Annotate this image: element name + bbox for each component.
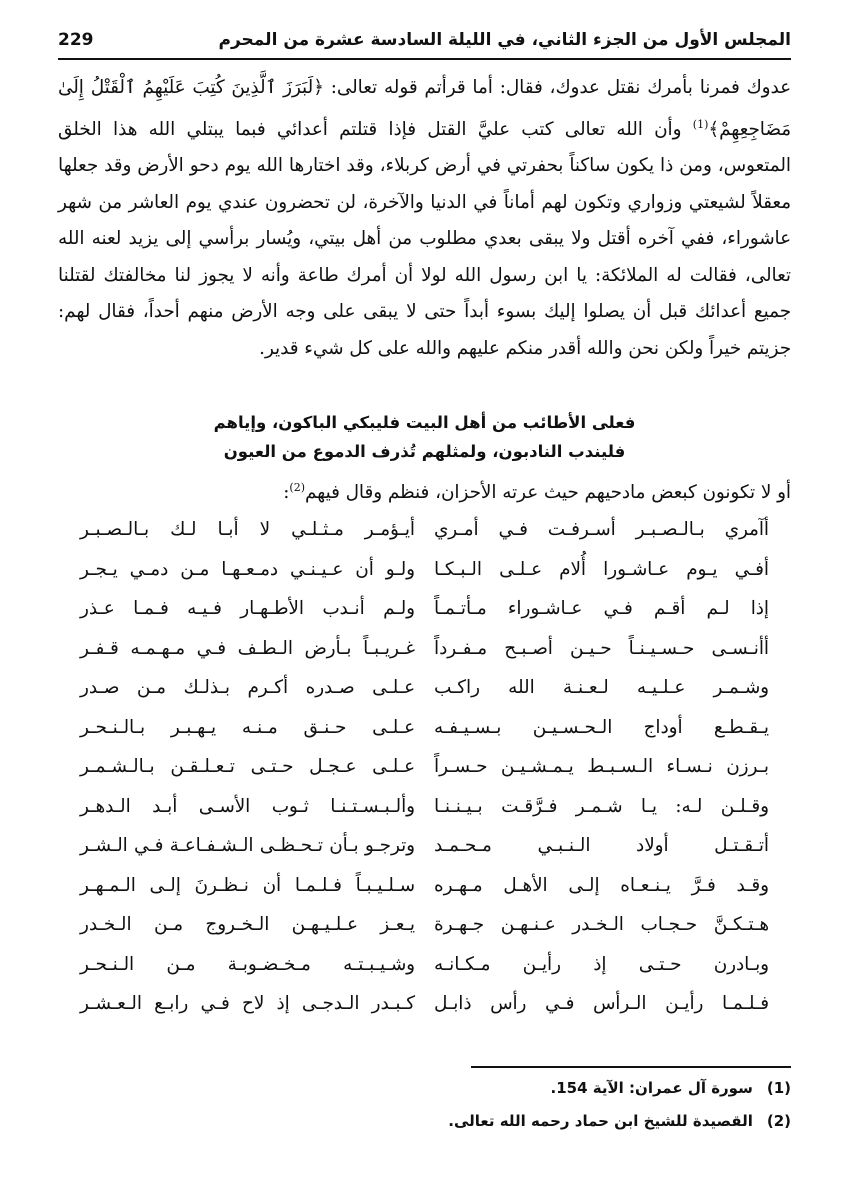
poem-verse bbox=[58, 826, 791, 866]
verse-second-hemistich: وترجـو بـأن تـحـظـى الـشـفـاعـة فـي الـشـر bbox=[80, 835, 415, 856]
poem-intro bbox=[58, 470, 791, 511]
verse-second-hemistich: كـبـدر الـدجـى إذ لاح فـي رابـع الـعـشـر bbox=[80, 993, 415, 1014]
footnote-ref-1[interactable]: (1) bbox=[692, 117, 709, 131]
footnote-number: (1) bbox=[766, 1079, 791, 1097]
footnote-ref-2[interactable]: (2) bbox=[289, 481, 305, 494]
poem-verse bbox=[58, 629, 791, 669]
poem-verse bbox=[58, 866, 791, 906]
verse-second-hemistich: سـلـيـبـاً فـلـمـا أن نـظـرنَ إلـى الـمـهـر bbox=[80, 874, 415, 896]
header-rule bbox=[58, 58, 791, 60]
footnote-1 bbox=[58, 1072, 791, 1105]
poem-verse bbox=[58, 550, 791, 590]
prose-paragraph bbox=[58, 70, 791, 367]
prose-block bbox=[58, 70, 791, 367]
poem-intro-colon: : bbox=[283, 482, 290, 504]
verse-first-hemistich: أفـي يـوم عـاشـورا أُلام عـلـى الـبـكـا bbox=[434, 558, 769, 580]
verse-first-hemistich: بـرزن نـسـاء الـسـبـط يـمـشـيـن حـسـراً bbox=[434, 756, 769, 777]
distich-line-1: فعلى الأطائب من أهل البيت فليبكي الباكون، وإياهم bbox=[213, 413, 636, 432]
verse-first-hemistich: أتـقـتـل أولاد الـنـبـي مـحـمـد bbox=[434, 835, 769, 856]
verse-second-hemistich: وشـيـبـتـه مـخـضـوبـة مـن الـنـحـر bbox=[80, 953, 415, 975]
poem-verse bbox=[58, 984, 791, 1024]
poem bbox=[58, 510, 791, 1024]
verse-second-hemistich: غـريـبـاً بـأرض الـطـف فـي مـهـمـه قـفـر bbox=[80, 637, 415, 659]
verse-first-hemistich: أآمري بـالـصـبـر أسـرفـت فـي أمـري bbox=[434, 519, 769, 540]
verse-second-hemistich: عـلـى حـنـق مـنـه يـهـبـر بـالـنـحـر bbox=[80, 716, 415, 738]
running-header bbox=[58, 26, 791, 60]
footnote-text: القصيدة للشيخ ابن حماد رحمه الله تعالى. bbox=[448, 1112, 753, 1130]
poem-verse bbox=[58, 668, 791, 708]
header-title: المجلس الأول من الجزء الثاني، في الليلة السادسة عشرة من المحرم bbox=[218, 30, 791, 50]
poem-intro-text: أو لا تكونون كبعض مادحيهم حيث عرته الأحزان، فنظم وقال فيهم bbox=[304, 482, 791, 504]
verse-first-hemistich: وبـادرن حـتـى إذ رأيـن مـكـانـه bbox=[434, 953, 769, 975]
poem-verse bbox=[58, 787, 791, 827]
page-number: 229 bbox=[58, 30, 94, 50]
footnote-separator bbox=[471, 1066, 791, 1068]
bold-distich bbox=[100, 408, 749, 466]
verse-second-hemistich: أيـؤمـر مـثـلـي لا أبـا لـك بـالـصـبـر bbox=[80, 519, 415, 540]
verse-second-hemistich: عـلـى عـجـل حـتـى تـعـلـقـن بـالـشـمـر bbox=[80, 756, 415, 777]
poem-verse bbox=[58, 510, 791, 550]
verse-second-hemistich: ولـو أن عـيـنـي دمـعـهـا مـن دمـي يـجـر bbox=[80, 558, 415, 580]
verse-second-hemistich: ولـم أنـدب الأطـهـار فـيـه فـمـا عـذر bbox=[80, 598, 415, 619]
verse-first-hemistich: وقـلـن لـه: يـا شـمـر فـرَّقـت بـيـنـنـا bbox=[434, 795, 769, 817]
prose-text-2: وأن الله تعالى كتب عليَّ القتل فإذا قتلتم أعدائي فبما يبتلي الله هذا الخلق المتعوس، ومن ذا يكون ساكناً بحفرتي في أرض كربلاء، وقد اختارها الله يوم دحو الأرض وقد جعلها معقلاً لشيعتي وزواري وتكون لهم أماناً في الدنيا والآخرة، لن تحضرون عندي يوم العاشر من شهر عاشوراء، ففي آخره أقتل ولا يبقى بعدي مطلوب من أهل بيتي، ويُسار برأسي إلى يزيد لعنه الله تعالى، فقالت له الملائكة: يا ابن رسول الله لولا أن أمرك طاعة وأنه لا يجوز لنا مخالفتك لقتلنا جميع أعدائك قبل أن يصلوا إليك بسوء أبداً حتى لا يبقى على وجه الأرض منهم أحداً، فقال لهم: جزيتم خيراً ولكن نحن والله أقدر منكم عليهم والله على كل شيء قدير. bbox=[58, 118, 791, 359]
verse-first-hemistich: وقـد فـرَّ يـنـعـاه إلـى الأهـل مـهـره bbox=[434, 874, 769, 896]
verse-first-hemistich: أأنـسـى حـسـيـنـاً حـيـن أصـبـح مـفـرداً bbox=[434, 637, 769, 659]
verse-first-hemistich: فـلـمـا رأيـن الـرأس فـي رأس ذابـل bbox=[434, 993, 769, 1014]
poem-verse bbox=[58, 708, 791, 748]
footnote-2 bbox=[58, 1105, 791, 1138]
verse-first-hemistich: وشـمـر عـلـيـه لـعـنـة الله راكـب bbox=[434, 677, 769, 698]
distich-line-2: فليندب النادبون، ولمثلهم تُذرف الدموع من العيون bbox=[223, 442, 626, 461]
verse-first-hemistich: يـقـطـع أوداج الـحـسـيـن بـسـيـفـه bbox=[434, 716, 769, 738]
footnote-number: (2) bbox=[766, 1112, 791, 1130]
verse-first-hemistich: هـتـكـنَّ حـجـاب الـخـدر عـنـهـن جـهـرة bbox=[434, 914, 769, 935]
footnotes bbox=[58, 1072, 791, 1138]
verse-second-hemistich: يـعـز عـلـيـهـن الـخـروج مـن الـخـدر bbox=[80, 914, 415, 935]
poem-verse bbox=[58, 747, 791, 787]
verse-second-hemistich: وألـبـسـتـنـا ثـوب الأسـى أبـد الـدهـر bbox=[80, 795, 415, 817]
poem-verse bbox=[58, 905, 791, 945]
verse-first-hemistich: إذا لـم أقـم فـي عـاشـوراء مـأتـمـاً bbox=[434, 598, 769, 619]
footnote-text: سورة آل عمران: الآية 154. bbox=[550, 1079, 753, 1097]
poem-verse bbox=[58, 945, 791, 985]
verse-second-hemistich: عـلـى صـدره أكـرم بـذلـك مـن صـدر bbox=[80, 677, 415, 698]
prose-text-1: عدوك فمرنا بأمرك نقتل عدوك، فقال: أما قرأتم قوله تعالى: ﴿لَبَرَزَ ٱلَّذِينَ كُتِبَ عَلَيْهِمُ ٱلْقَتْلُ إِلَىٰ مَضَاجِعِهِمْ﴾ bbox=[58, 77, 791, 140]
poem-verse bbox=[58, 589, 791, 629]
